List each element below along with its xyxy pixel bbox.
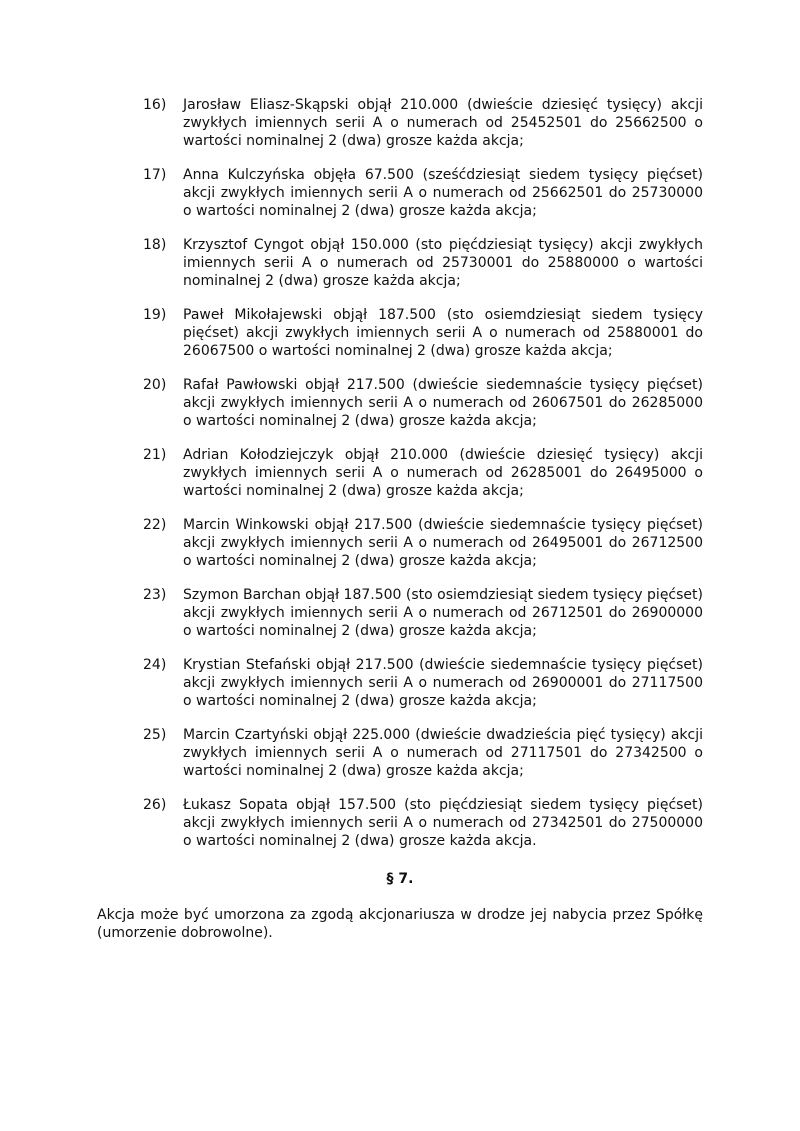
- list-item: [143, 446, 703, 500]
- list-item-number: 26): [143, 797, 167, 813]
- list-item-text: Krzysztof Cyngot objął 150.000 (sto pięćdziesiąt tysięcy) akcji zwykłych imiennych serii A o numerach od 25730001 do 25880000 o wartości nominalnej 2 (dwa) grosze każda akcja;: [183, 237, 703, 289]
- list-item-number: 18): [143, 237, 167, 253]
- list-item: [143, 516, 703, 570]
- list-item: [143, 376, 703, 430]
- section-heading: § 7.: [386, 871, 414, 887]
- list-item-text: Łukasz Sopata objął 157.500 (sto pięćdziesiąt siedem tysięcy pięćset) akcji zwykłych imiennych serii A o numerach od 27342501 do 27500000 o wartości nominalnej 2 (dwa) grosze każda akcja.: [183, 797, 703, 849]
- list-item-number: 20): [143, 377, 167, 393]
- list-item-number: 17): [143, 167, 167, 183]
- list-item: [143, 796, 703, 850]
- shareholder-list: [143, 96, 703, 866]
- list-item-number: 16): [143, 97, 167, 113]
- list-item-number: 21): [143, 447, 167, 463]
- body-paragraph: Akcja może być umorzona za zgodą akcjonariusza w drodze jej nabycia przez Spółkę (umorzenie dobrowolne).: [97, 907, 703, 941]
- list-item-number: 24): [143, 657, 167, 673]
- list-item: [143, 586, 703, 640]
- list-item-number: 25): [143, 727, 167, 743]
- list-item-text: Rafał Pawłowski objął 217.500 (dwieście siedemnaście tysięcy pięćset) akcji zwykłych imiennych serii A o numerach od 26067501 do 26285000 o wartości nominalnej 2 (dwa) grosze każda akcja;: [183, 377, 703, 429]
- list-item-text: Adrian Kołodziejczyk objął 210.000 (dwieście dziesięć tysięcy) akcji zwykłych imiennych serii A o numerach od 26285001 do 26495000 o wartości nominalnej 2 (dwa) grosze każda akcja;: [183, 447, 703, 499]
- list-item: [143, 166, 703, 220]
- list-item-number: 23): [143, 587, 167, 603]
- list-item-text: Paweł Mikołajewski objął 187.500 (sto osiemdziesiąt siedem tysięcy pięćset) akcji zwykłych imiennych serii A o numerach od 25880001 do 26067500 o wartości nominalnej 2 (dwa) grosze każda akcja;: [183, 307, 703, 359]
- list-item-number: 19): [143, 307, 167, 323]
- list-item-text: Marcin Czartyński objął 225.000 (dwieście dwadzieścia pięć tysięcy) akcji zwykłych imiennych serii A o numerach od 27117501 do 27342500 o wartości nominalnej 2 (dwa) grosze każda akcja;: [183, 727, 703, 779]
- list-item: [143, 236, 703, 290]
- list-item: [143, 96, 703, 150]
- list-item-text: Anna Kulczyńska objęła 67.500 (sześćdziesiąt siedem tysięcy pięćset) akcji zwykłych imiennych serii A o numerach od 25662501 do 25730000 o wartości nominalnej 2 (dwa) grosze każda akcja;: [183, 167, 703, 219]
- list-item: [143, 726, 703, 780]
- list-item: [143, 656, 703, 710]
- list-item-text: Marcin Winkowski objął 217.500 (dwieście siedemnaście tysięcy pięćset) akcji zwykłych imiennych serii A o numerach od 26495001 do 26712500 o wartości nominalnej 2 (dwa) grosze każda akcja;: [183, 517, 703, 569]
- list-item-text: Szymon Barchan objął 187.500 (sto osiemdziesiąt siedem tysięcy pięćset) akcji zwykłych imiennych serii A o numerach od 26712501 do 26900000 o wartości nominalnej 2 (dwa) grosze każda akcja;: [183, 587, 703, 639]
- list-item-number: 22): [143, 517, 167, 533]
- list-item-text: Krystian Stefański objął 217.500 (dwieście siedemnaście tysięcy pięćset) akcji zwykłych imiennych serii A o numerach od 26900001 do 27117500 o wartości nominalnej 2 (dwa) grosze każda akcja;: [183, 657, 703, 709]
- list-item-text: Jarosław Eliasz-Skąpski objął 210.000 (dwieście dziesięć tysięcy) akcji zwykłych imiennych serii A o numerach od 25452501 do 25662500 o wartości nominalnej 2 (dwa) grosze każda akcja;: [183, 97, 703, 149]
- list-item: [143, 306, 703, 360]
